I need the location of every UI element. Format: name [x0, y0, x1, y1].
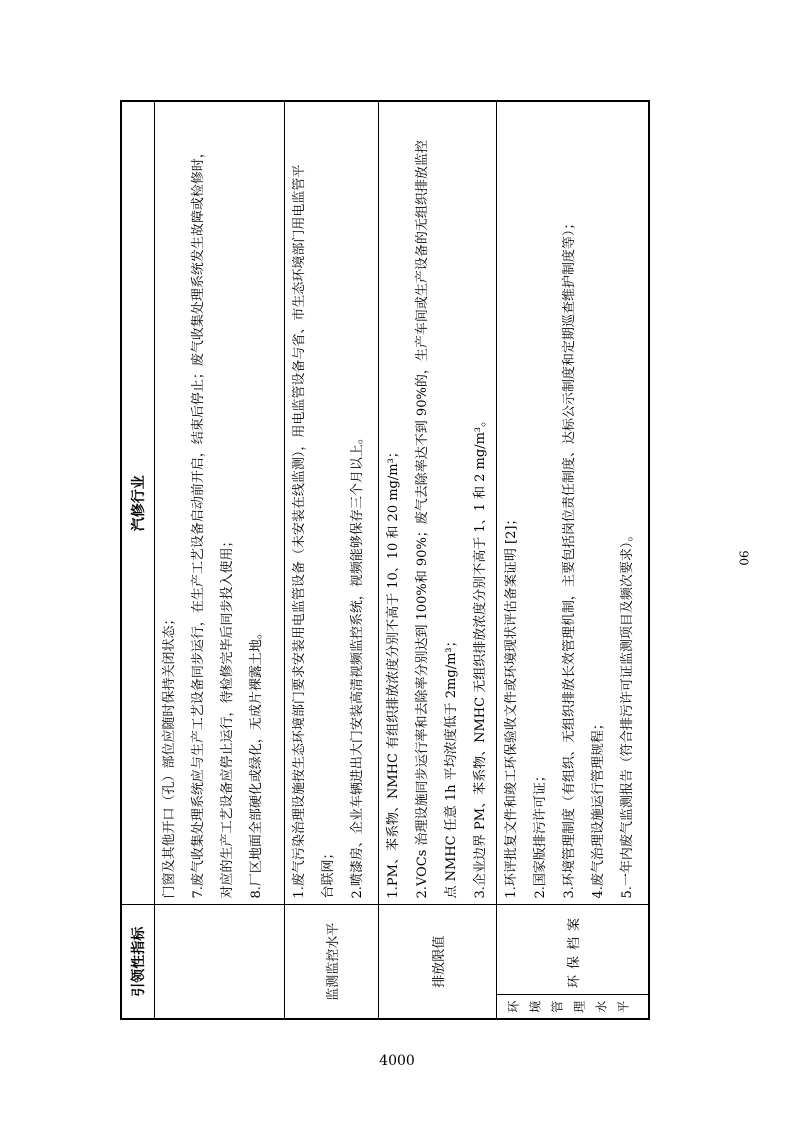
- row-label-outer: 环境管理水平: [497, 995, 649, 1019]
- page-number-side: 90: [736, 550, 751, 566]
- indicator-table: [120, 100, 650, 1020]
- row-content: [497, 101, 649, 905]
- list-item: 2.VOCs 治理设施同步运行率和去除率分别达到 100%和 90%；废气去除率达不到 90%的，生产车间或生产设备的无组织排放监控: [414, 140, 430, 899]
- table-row: [284, 101, 378, 1019]
- list-item: 7.废气收集处理系统应与生产工艺设备同步运行，在生产工艺设备启动前开启，结束后停止；废气收集处理系统发生故障或检修时，: [191, 145, 206, 899]
- list-item: 门窗及其他开口（孔）部位应随时保持关闭状态；: [162, 612, 177, 899]
- page-number-bottom: 4000: [379, 1053, 415, 1069]
- header-col2: 汽修行业: [121, 101, 155, 905]
- list-item: 点 NMHC 任意 1h 平均浓度低于 2mg/m³；: [443, 634, 459, 899]
- table-row: [155, 101, 285, 1019]
- list-item: 2.国家版排污许可证；: [533, 769, 549, 899]
- list-item: 2.喷漆房、企业车辆进出大门安装高清视频监控系统，视频能够保存三个月以上。: [349, 431, 365, 899]
- table-row: [378, 101, 497, 1019]
- list-item: 1.PM、苯系物、NMHC 有组织排放浓度分别不高于 10、10 和 20 mg/m³；: [385, 445, 401, 899]
- list-item: 台联网；: [320, 846, 336, 899]
- row-content: [155, 101, 285, 905]
- list-item: 1.废气污染治理设施按生态环境部门要求安装用电监管设备（未安装在线监测），用电监管设备与省、市生态环境部门用电监管平: [291, 164, 307, 899]
- header-col1: 引领性指标: [121, 905, 155, 1019]
- table-row: [497, 101, 649, 1019]
- rotated-table-container: [120, 100, 650, 1020]
- list-item: 3.企业边界 PM、苯系物、NMHC 无组织排放浓度分别不高于 1、1 和 2 mg/m³。: [472, 413, 488, 899]
- row-content: [284, 101, 378, 905]
- list-item: 3.环境管理制度（有组织、无组织排放长效管理机制，主要包括岗位责任制度、达标公示制度和定期巡查维护制度等）；: [562, 216, 578, 899]
- row-content: [378, 101, 497, 905]
- row-label: [155, 905, 285, 1019]
- list-item: 1.环评批复文件和竣工环保验收文件或环境现状评估备案证明 [2]；: [504, 512, 520, 899]
- list-item: 5.一年内废气监测报告（符合排污许可证监测项目及频次要求）。: [620, 528, 636, 899]
- row-label: 监测监控水平: [284, 905, 378, 1019]
- row-label: 排放限值: [378, 905, 497, 1019]
- row-label-inner: 环保档案: [497, 905, 649, 995]
- list-item: 4.废气治理设施运行管理规程；: [591, 717, 607, 899]
- list-item: 8.厂区地面全部硬化或绿化，无成片裸露土地。: [249, 626, 264, 899]
- list-item: 对应的生产工艺设备应停止运行，待检修完毕后同步投入使用；: [220, 534, 235, 899]
